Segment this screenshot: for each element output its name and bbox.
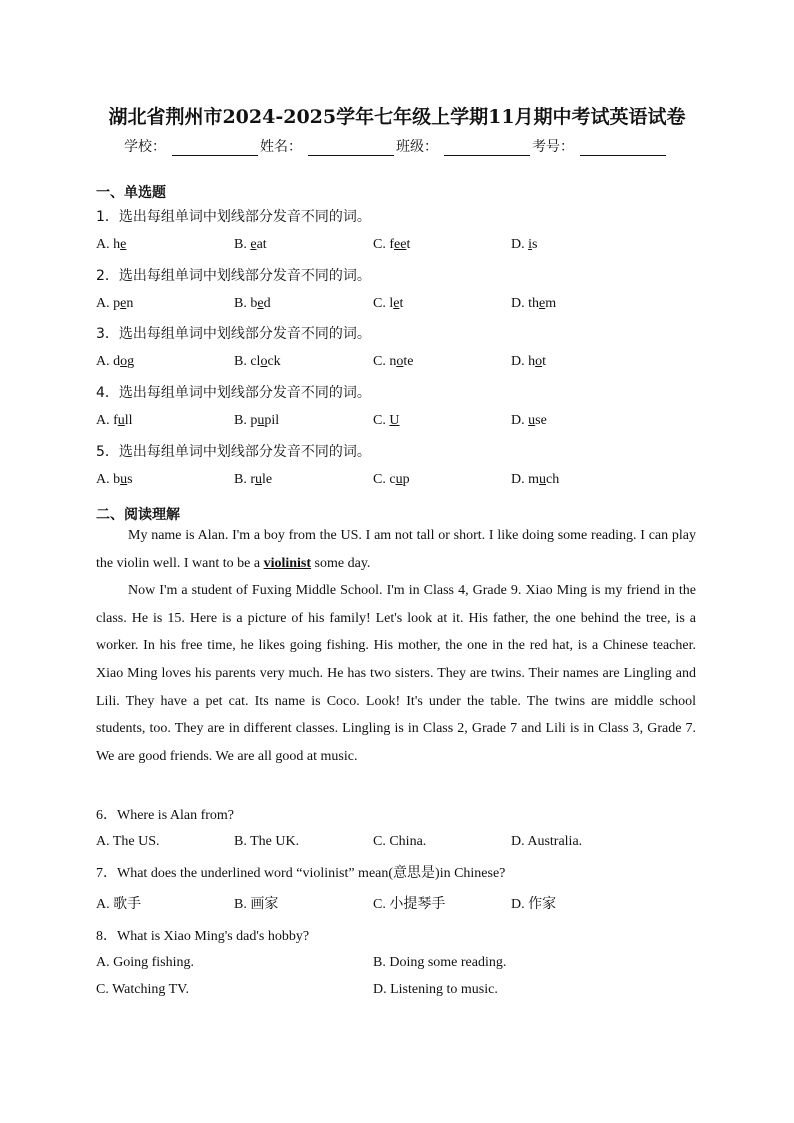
option-d: D. use — [511, 413, 547, 428]
option-b: B. eat — [234, 237, 267, 252]
question-1-options — [96, 237, 696, 257]
question-6-stem: 6．Where is Alan from? — [96, 808, 235, 823]
underlined-word-violinist: violinist — [263, 555, 312, 571]
question-8-options-row-1 — [96, 955, 696, 975]
question-8-options-row-2 — [96, 982, 696, 1002]
option-c: C. Watching TV. — [96, 982, 189, 997]
option-b: B. bed — [234, 296, 271, 311]
question-7-options — [96, 893, 696, 913]
page-title: 湖北省荆州市2024-2025学年七年级上学期11月期中考试英语试卷 — [108, 106, 686, 128]
question-1-stem: 1．选出每组单词中划线部分发音不同的词。 — [96, 209, 371, 225]
question-3-options — [96, 354, 696, 374]
option-c: C. cup — [373, 472, 410, 487]
option-d: D. Australia. — [511, 834, 583, 849]
question-5-stem: 5．选出每组单词中划线部分发音不同的词。 — [96, 444, 371, 460]
passage-paragraph-1: My name is Alan. I'm a boy from the US. I am not tall or short. I like doing some reading. I can play the violin well. I want to be a violinist some day. — [96, 528, 696, 571]
question-4-stem: 4．选出每组单词中划线部分发音不同的词。 — [96, 385, 371, 401]
option-a: A. pen — [96, 296, 134, 311]
option-b: B. 画家 — [234, 896, 279, 912]
section-heading-reading: 二、阅读理解 — [96, 507, 180, 523]
option-c: C. China. — [373, 834, 427, 849]
option-a: A. bus — [96, 472, 133, 487]
question-2-options — [96, 296, 696, 316]
option-a: A. dog — [96, 354, 135, 369]
option-a: A. 歌手 — [96, 896, 142, 912]
class-blank — [444, 139, 530, 156]
school-label: 学校： — [124, 139, 166, 155]
question-3-stem: 3．选出每组单词中划线部分发音不同的词。 — [96, 326, 371, 342]
option-b: B. The UK. — [234, 834, 300, 849]
name-blank — [308, 139, 394, 156]
option-b: B. Doing some reading. — [373, 955, 507, 970]
option-d: D. 作家 — [511, 896, 557, 912]
reading-passage — [96, 522, 696, 770]
option-b: B. pupil — [234, 413, 280, 428]
section-heading-single-choice: 一、单选题 — [96, 185, 166, 201]
question-6-options — [96, 834, 696, 854]
class-label: 班级： — [396, 139, 438, 155]
passage-paragraph-2: Now I'm a student of Fuxing Middle School. I'm in Class 4, Grade 9. Xiao Ming is my friend in the class. He is 15. Here is a picture of his family! Let's look at it. His father, the one behind the tree, is a worker. In his free time, he likes going fishing. His mother, the one in the red hat, is a Chinese teacher. Xiao Ming loves his parents very much. He has two sisters. They are twins. Their names are Lingling and Lili. They have a pet cat. Its name is Coco. Look! It's under the table. The twins are middle school students, too. They are in different classes. Lingling is in Class 2, Grade 7 and Lili is in Class 3, Grade 7. We are good friends. We are all good at music. — [96, 583, 696, 764]
option-b: B. clock — [234, 354, 281, 369]
option-a: A. he — [96, 237, 127, 252]
question-7-stem: 7．What does the underlined word “violinist” mean(意思是)in Chinese? — [96, 866, 506, 881]
option-a: A. The US. — [96, 834, 160, 849]
name-label: 姓名： — [260, 139, 302, 155]
option-c: C. 小提琴手 — [373, 896, 446, 912]
option-a: A. Going fishing. — [96, 955, 194, 970]
question-4-options — [96, 413, 696, 433]
option-c: C. U — [373, 413, 400, 428]
option-d: D. much — [511, 472, 560, 487]
question-8-stem: 8．What is Xiao Ming's dad's hobby? — [96, 929, 310, 944]
option-d: D. is — [511, 237, 538, 252]
option-b: B. rule — [234, 472, 273, 487]
option-d: D. Listening to music. — [373, 982, 498, 997]
option-c: C. note — [373, 354, 414, 369]
option-d: D. hot — [511, 354, 547, 369]
school-blank — [172, 139, 258, 156]
exam-number-label: 考号： — [532, 139, 574, 155]
question-2-stem: 2．选出每组单词中划线部分发音不同的词。 — [96, 268, 371, 284]
exam-number-blank — [580, 139, 666, 156]
question-5-options — [96, 472, 696, 492]
option-c: C. feet — [373, 237, 411, 252]
option-c: C. let — [373, 296, 404, 311]
student-info-line — [124, 136, 684, 156]
option-d: D. them — [511, 296, 557, 311]
option-a: A. full — [96, 413, 133, 428]
